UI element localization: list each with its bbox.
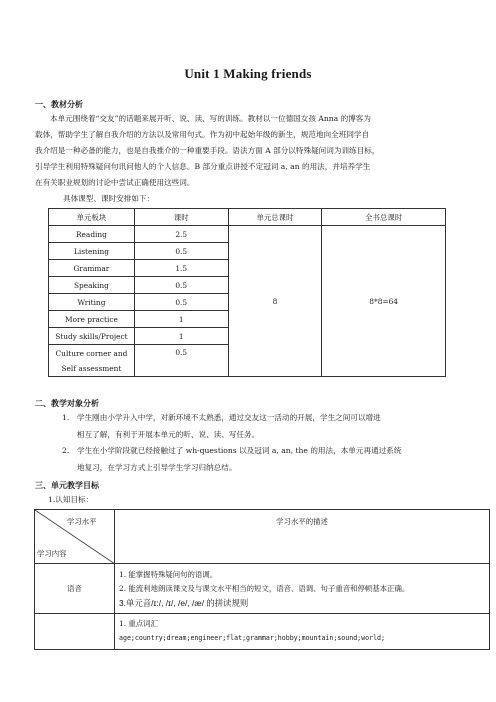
- section3-heading: 三、单元教学目标: [35, 481, 99, 490]
- goal-corner-top: 学习水平: [67, 517, 97, 526]
- goal-corner-bottom: 学习内容: [37, 549, 67, 558]
- goal-line: 2. 能流利地朗读课文及与课文水平相当的短文，语音、语调、句子重音和停顿基本正确。: [119, 583, 410, 593]
- schedule-module: Writing: [49, 294, 135, 311]
- goal-line: 3.单元音/ɪ:/, /ɪ/, /e/, /æ/ 的拼读规则: [119, 597, 249, 608]
- schedule-module: More practice: [49, 311, 135, 328]
- schedule-hours: 0.5: [134, 294, 228, 311]
- section1-heading: 一、教材分析: [35, 100, 83, 109]
- schedule-module: Culture corner and Self assessment: [49, 345, 135, 377]
- schedule-header-book-total: 全书总课时: [322, 209, 446, 226]
- goal-table: [34, 509, 490, 650]
- goal-line: 1. 能掌握特殊疑问句的语调。: [119, 569, 218, 579]
- schedule-hours: 1.5: [134, 260, 228, 277]
- goal-row-label: 语音: [35, 564, 115, 614]
- section1-line-1: 本单元围绕着“交友”的话题来展开听、说、读、写的训练。教材以一位德国女孩 Anna 的博客为: [50, 114, 371, 123]
- section2-item-1-number: 1.: [62, 413, 70, 422]
- schedule-hours: 0.5: [134, 277, 228, 294]
- section2-item-1-line-2: 相互了解，有利于开展本单元的听、说、读、写任务。: [77, 430, 260, 439]
- section2-item-2-line-2: 地复习，在学习方式上引导学生学习归纳总结。: [77, 463, 237, 472]
- goal-line: 1. 重点词汇: [119, 619, 158, 628]
- schedule-hours: 1: [134, 328, 228, 345]
- page-title: Unit 1 Making friends: [184, 66, 312, 81]
- goal-row-desc: [115, 614, 490, 650]
- schedule-intro: 具体课型、课时安排如下：: [63, 194, 155, 203]
- schedule-hours: 0.5: [134, 243, 228, 260]
- goal-row-label: [35, 614, 115, 650]
- schedule-module: Study skills/Project: [49, 328, 135, 345]
- schedule-hours: 2.5: [134, 226, 228, 243]
- schedule-module: Reading: [49, 226, 135, 243]
- schedule-hours: 0.5: [134, 345, 228, 377]
- section2-item-1-line-1: 学生刚由小学升入中学，对新环境不太熟悉，通过交友这一活动的开展，学生之间可以增进: [77, 413, 381, 422]
- schedule-header-unit-total: 单元总课时: [228, 209, 322, 226]
- vocab-line: age;country;dream;engineer;flat;grammar;hobby;mountain;sound;world;: [119, 634, 385, 642]
- goal-desc-header: 学习水平的描述: [115, 510, 490, 564]
- section2-item-2-line-1: 学生在小学阶段就已经接触过了 wh-questions 以及冠词 a, an, the 的用法，本单元再通过系统: [77, 446, 402, 455]
- schedule-hours: 1: [134, 311, 228, 328]
- goal-corner-cell: [35, 510, 115, 564]
- schedule-module: Listening: [49, 243, 135, 260]
- section1-line-2: 载体，帮助学生了解自我介绍的方法以及常用句式。作为初中起始年级的新生，规范地向全班同学自: [35, 130, 370, 139]
- section2-heading: 二、教学对象分析: [35, 399, 99, 408]
- section2-item-2-number: 2.: [62, 446, 70, 455]
- goal-row-desc: [115, 564, 490, 614]
- section1-line-3: 我介绍是一种必备的能力，也是自我推介的一种重要手段。语法方面 A 部分以特殊疑问词为训练目标，: [35, 146, 380, 155]
- unit-total-cell: 8: [228, 226, 322, 377]
- schedule-module: Grammar: [49, 260, 135, 277]
- schedule-table: [48, 208, 446, 377]
- schedule-header-module: 单元板块: [49, 209, 135, 226]
- section1-line-5: 在有关职业规划的讨论中尝试正确使用这些词。: [35, 178, 195, 187]
- section1-line-4: 引导学生利用特殊疑问句讯问他人的个人信息。B 部分重点讲授不定冠词 a, an 的用法，并培养学生: [35, 162, 371, 171]
- schedule-header-hours: 课时: [134, 209, 228, 226]
- schedule-module: Speaking: [49, 277, 135, 294]
- book-total-cell: 8*8=64: [322, 226, 446, 377]
- section3-sub: 1.认知目标：: [48, 495, 94, 504]
